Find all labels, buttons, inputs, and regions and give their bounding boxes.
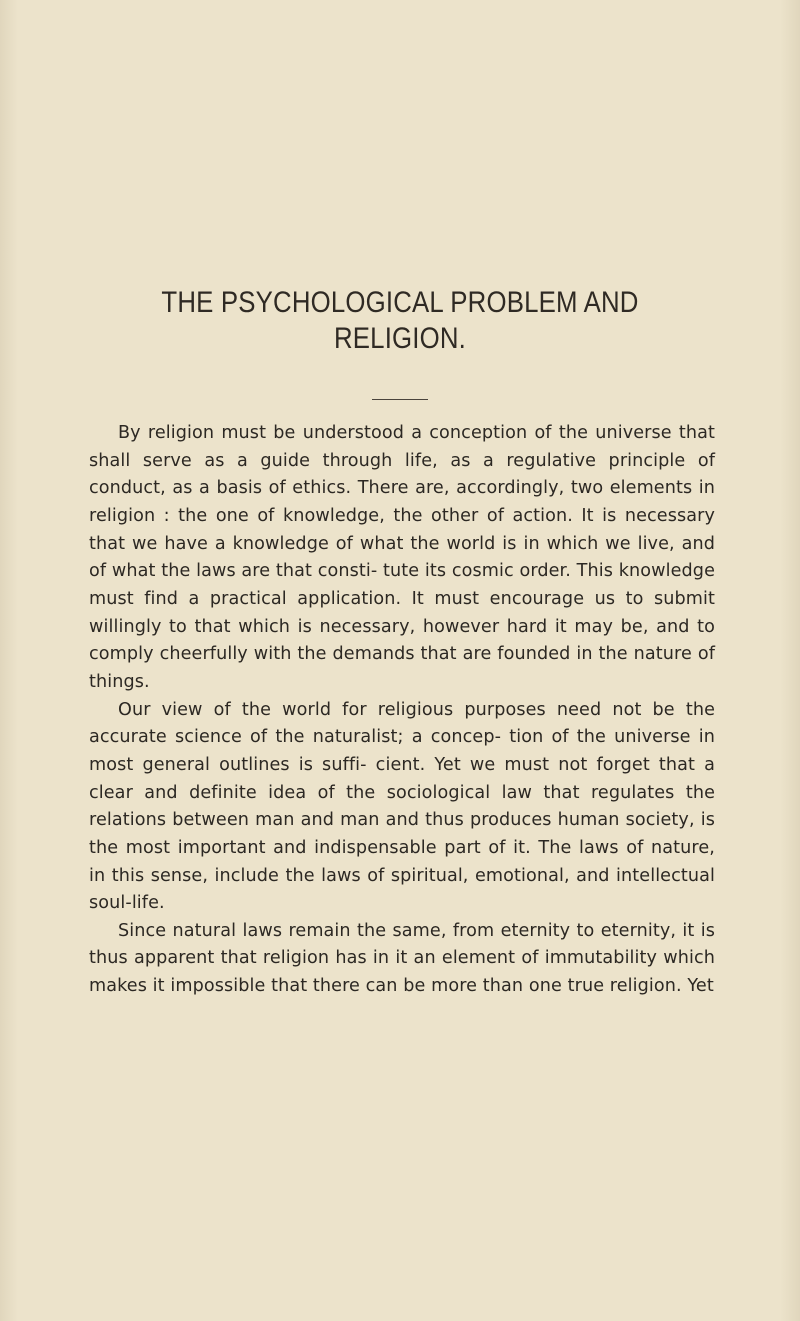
chapter-title-line-2: RELIGION.	[333, 322, 467, 355]
chapter-title-line-1: THE PSYCHOLOGICAL PROBLEM AND	[161, 286, 639, 319]
paragraph-2: Our view of the world for religious purposes need not be the accurate science of the naturalist; a concep- tion of the universe in most general outlines is suffi- cient. Yet we must not forget that a clear and definite idea of the sociological law that regulates the relations between man and man and thus produces human society, is the most important and indispensable part of it. The laws of nature, in this sense, include the laws of spiritual, emotional, and intellectual soul-life.	[89, 699, 715, 914]
chapter-title	[56, 285, 744, 357]
paragraph-3: Since natural laws remain the same, from eternity to eternity, it is thus apparent that religion has in it an element of immutability which makes it impossible that there can be more than one true religion. Yet	[89, 920, 715, 997]
title-divider	[372, 399, 428, 400]
paragraph-1: By religion must be understood a conception of the universe that shall serve as a guide through life, as a regulative principle of conduct, as a basis of ethics. There are, accordingly, two elements in religion : the one of knowledge, the other of action. It is necessary that we have a knowledge of what the world is in which we live, and of what the laws are that consti- tute its cosmic order. This knowledge must find a practical application. It must encourage us to submit willingly to that which is necessary, however hard it may be, and to comply cheerfully with the demands that are founded in the nature of things.	[89, 423, 715, 692]
body-text	[89, 420, 715, 1001]
